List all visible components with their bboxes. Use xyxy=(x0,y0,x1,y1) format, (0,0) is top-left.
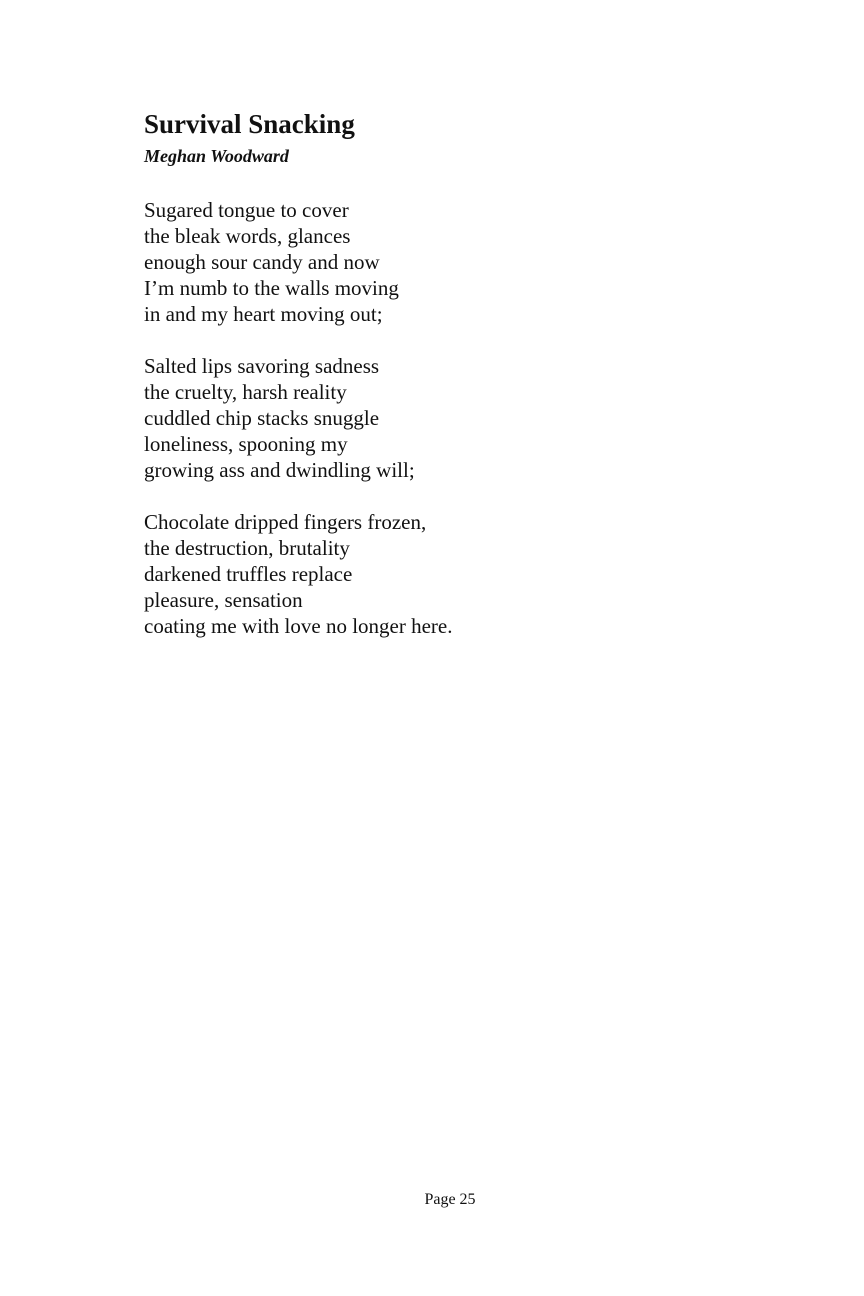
stanza-1 xyxy=(144,197,744,327)
stanza-2 xyxy=(144,353,744,483)
poem-line: loneliness, spooning my xyxy=(144,432,348,456)
stanza-3 xyxy=(144,509,744,639)
poem-content xyxy=(144,108,744,665)
poem-line: darkened truffles replace xyxy=(144,562,353,586)
page-number: Page 25 xyxy=(424,1191,476,1208)
poem-line: growing ass and dwindling will; xyxy=(144,458,415,482)
poem-title: Survival Snacking xyxy=(144,109,355,139)
poem-line: Chocolate dripped fingers frozen, xyxy=(144,510,427,534)
poem-line: Sugared tongue to cover xyxy=(144,198,349,222)
poem-line: coating me with love no longer here. xyxy=(144,614,453,638)
poem-line: enough sour candy and now xyxy=(144,250,380,274)
poem-line: Salted lips savoring sadness xyxy=(144,354,380,378)
poem-author: Meghan Woodward xyxy=(144,146,289,166)
poem-line: pleasure, sensation xyxy=(144,588,303,612)
poem-line: in and my heart moving out; xyxy=(144,302,383,326)
poem-line: the cruelty, harsh reality xyxy=(144,380,347,404)
poem-line: the destruction, brutality xyxy=(144,536,350,560)
poem-line: I’m numb to the walls moving xyxy=(144,276,399,300)
poem-body xyxy=(144,197,744,639)
poem-line: the bleak words, glances xyxy=(144,224,351,248)
poem-line: cuddled chip stacks snuggle xyxy=(144,406,380,430)
